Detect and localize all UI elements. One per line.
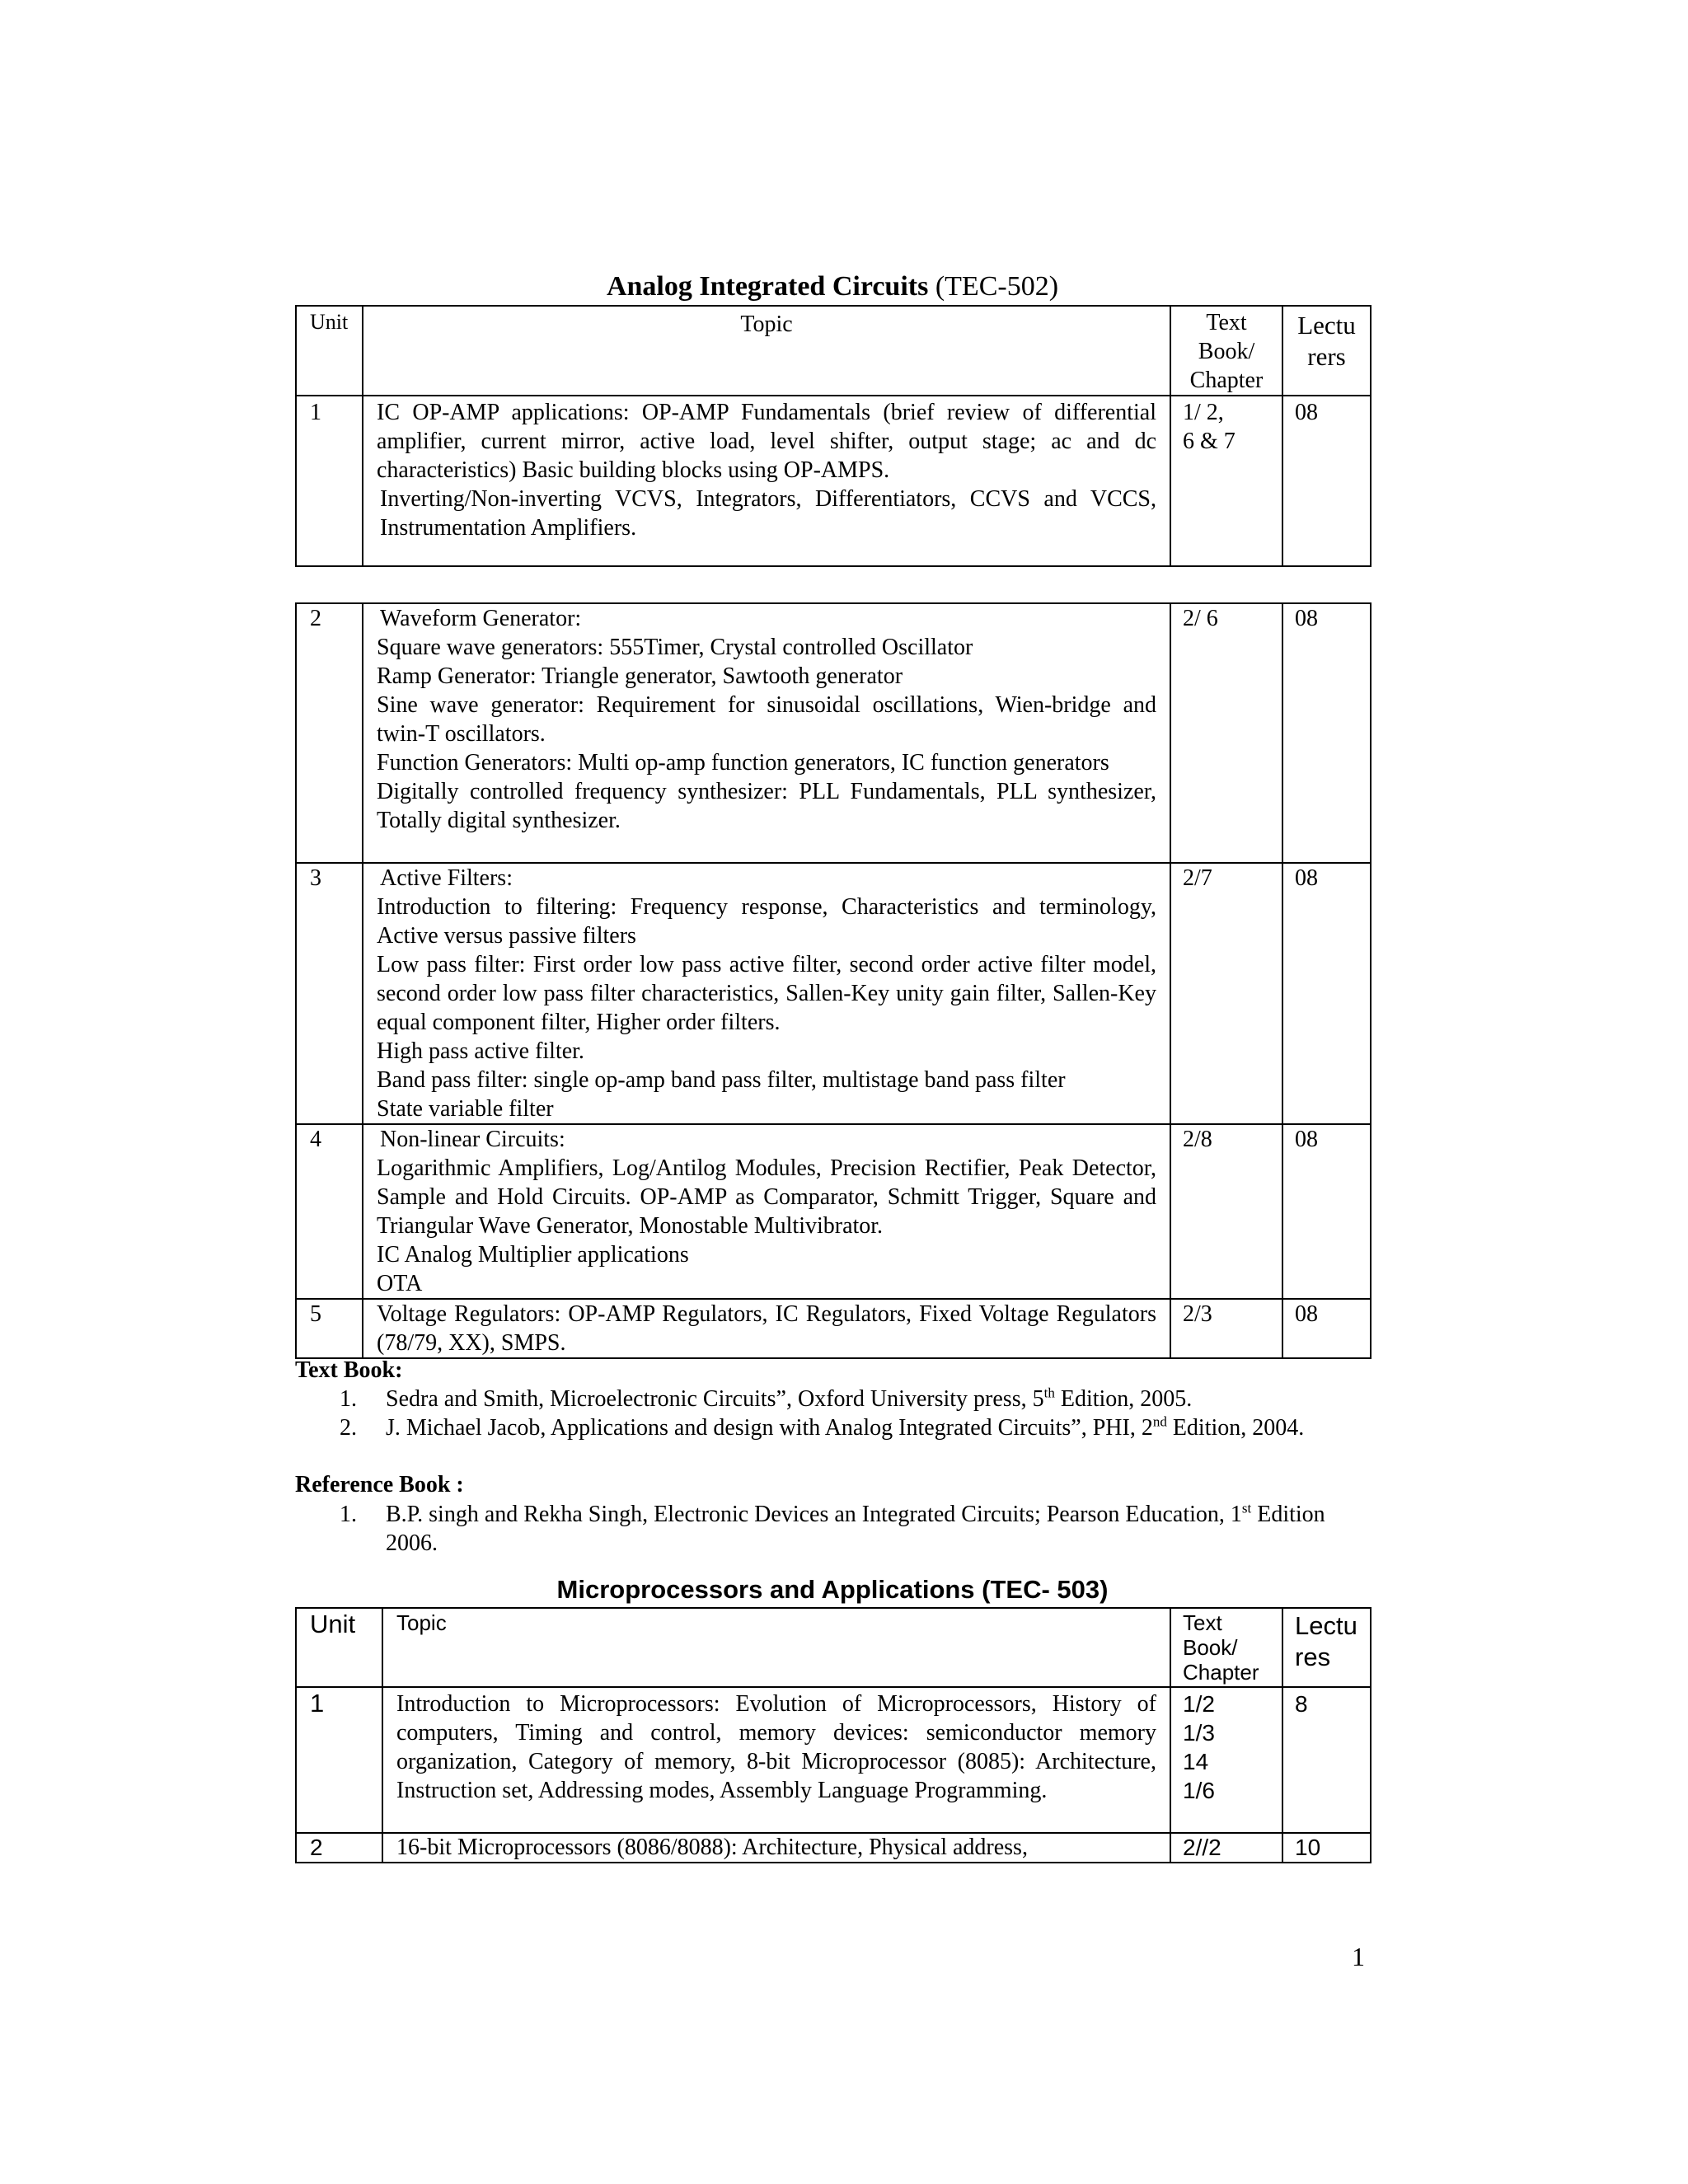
syllabus-table-tec502-part1 (295, 305, 1372, 567)
unit-heading: Non-linear Circuits: (380, 1127, 565, 1152)
unit-topic-paragraph: Function Generators: Multi op-amp function generators, IC function generators (377, 750, 1109, 776)
unit-topic-paragraph: State variable filter (377, 1096, 554, 1122)
reference-book-item: 1. B.P. singh and Rekha Singh, Electronic Devices an Integrated Circuits; Pearson Education, 1st Edition 2006. (340, 1500, 1325, 1556)
unit-number: 1 (296, 1687, 382, 1833)
unit-topic-paragraph: Introduction to filtering: Frequency response, Characteristics and terminology, Active versus passive filters (377, 894, 1156, 949)
page-number: 1 (1352, 1942, 1365, 1971)
unit-row (296, 603, 1371, 863)
unit-topic-paragraph: Band pass filter: single op-amp band pass filter, multistage band pass filter (377, 1067, 1066, 1093)
unit-row (296, 1124, 1371, 1299)
unit-number: 5 (296, 1299, 363, 1358)
unit-topic: 16-bit Microprocessors (8086/8088): Architecture, Physical address, (382, 1833, 1170, 1863)
unit-topic (363, 603, 1170, 863)
unit-topic: IC OP-AMP applications: OP-AMP Fundamentals (brief review of differential amplifier, current mirror, active load, level shifter, output stage; ac and dc characteristics) Basic building blocks using OP-AMPS. Inverting/Non-inverting VCVS, Integrators, Differentiators, CCVS and VCCS, Instrumentation Amplifiers. (363, 396, 1170, 566)
unit-topic-paragraph: Voltage Regulators: OP-AMP Regulators, IC Regulators, Fixed Voltage Regulators (78/79, XX), SMPS. (377, 1301, 1156, 1356)
unit-chapter: 2/8 (1170, 1124, 1282, 1299)
unit-topic-paragraph: Logarithmic Amplifiers, Log/Antilog Modules, Precision Rectifier, Peak Detector, Sample and Hold Circuits. OP-AMP as Comparator, Schmitt Trigger, Square and Triangular Wave Generator, Monostable Multivibrator. (377, 1155, 1156, 1239)
unit-row (296, 863, 1371, 1124)
unit-topic-paragraph: Sine wave generator: Requirement for sinusoidal oscillations, Wien-bridge and twin-T oscillators. (377, 692, 1156, 747)
unit-number: 2 (296, 1833, 382, 1863)
unit-topic (363, 1299, 1170, 1358)
unit-chapter: 1/2 1/3 14 1/6 (1170, 1687, 1282, 1833)
reference-book-heading: Reference Book : (295, 1472, 464, 1497)
unit-heading: Active Filters: (380, 865, 513, 891)
header-textbook: Text Book/ Chapter (1170, 1608, 1282, 1687)
syllabus-table-tec503 (295, 1607, 1372, 1863)
syllabus-table-tec502-part2 (295, 602, 1372, 1359)
unit-topic-paragraph: High pass active filter. (377, 1038, 584, 1064)
header-unit: Unit (296, 1608, 382, 1687)
unit-topic-paragraph: OTA (377, 1271, 423, 1296)
text-book-item: 1. Sedra and Smith, Microelectronic Circuits”, Oxford University press, 5th Edition, 2005. (340, 1385, 1193, 1412)
unit-lectures: 08 (1282, 603, 1371, 863)
unit-lectures: 10 (1282, 1833, 1371, 1863)
header-textbook: Text Book/ Chapter (1170, 306, 1282, 396)
course-title-tec503: Microprocessors and Applications (TEC- 503) (556, 1575, 1109, 1604)
unit-topic-paragraph: Ramp Generator: Triangle generator, Sawtooth generator (377, 663, 903, 689)
header-lectures: Lectu rers (1282, 306, 1371, 396)
unit-topic: Introduction to Microprocessors: Evolution of Microprocessors, History of computers, Timing and control, memory devices: semiconductor memory organization, Category of memory, 8-bit Microprocessor (8085): Architecture, Instruction set, Addressing modes, Assembly Language Programming. (382, 1687, 1170, 1833)
unit-number: 1 (296, 396, 363, 566)
unit-chapter: 2/7 (1170, 863, 1282, 1124)
unit-topic-paragraph: Low pass filter: First order low pass active filter, second order active filter model, second order low pass filter characteristics, Sallen-Key unity gain filter, Sallen-Key equal component filter, Higher order filters. (377, 952, 1156, 1035)
unit-chapter: 1/ 2, 6 & 7 (1170, 396, 1282, 566)
unit-lectures: 08 (1282, 396, 1371, 566)
text-book-heading: Text Book: (295, 1357, 403, 1383)
unit-topic (363, 1124, 1170, 1299)
course-name: Analog Integrated Circuits (606, 271, 929, 302)
unit-lectures: 8 (1282, 1687, 1371, 1833)
unit-topic (363, 863, 1170, 1124)
header-topic: Topic (382, 1608, 1170, 1687)
unit-chapter: 2/3 (1170, 1299, 1282, 1358)
unit-number: 3 (296, 863, 363, 1124)
unit-topic-paragraph: IC Analog Multiplier applications (377, 1242, 689, 1268)
unit-topic-paragraph: Digitally controlled frequency synthesizer: PLL Fundamentals, PLL synthesizer, Totally digital synthesizer. (377, 779, 1156, 833)
unit-lectures: 08 (1282, 1124, 1371, 1299)
unit-number: 4 (296, 1124, 363, 1299)
text-book-item: 2. J. Michael Jacob, Applications and design with Analog Integrated Circuits”, PHI, 2nd Edition, 2004. (340, 1413, 1305, 1441)
unit-number: 2 (296, 603, 363, 863)
unit-row (296, 1299, 1371, 1358)
header-topic: Topic (363, 306, 1170, 396)
unit-topic-paragraph: Square wave generators: 555Timer, Crystal controlled Oscillator (377, 635, 973, 660)
unit-lectures: 08 (1282, 863, 1371, 1124)
course-code: (TEC-502) (935, 271, 1059, 302)
unit-heading: Waveform Generator: (380, 606, 582, 631)
unit-chapter: 2//2 (1170, 1833, 1282, 1863)
header-lectures: Lectu res (1282, 1608, 1371, 1687)
course-title-tec502 (295, 270, 1370, 303)
unit-lectures: 08 (1282, 1299, 1371, 1358)
unit-chapter: 2/ 6 (1170, 603, 1282, 863)
header-unit: Unit (296, 306, 363, 396)
